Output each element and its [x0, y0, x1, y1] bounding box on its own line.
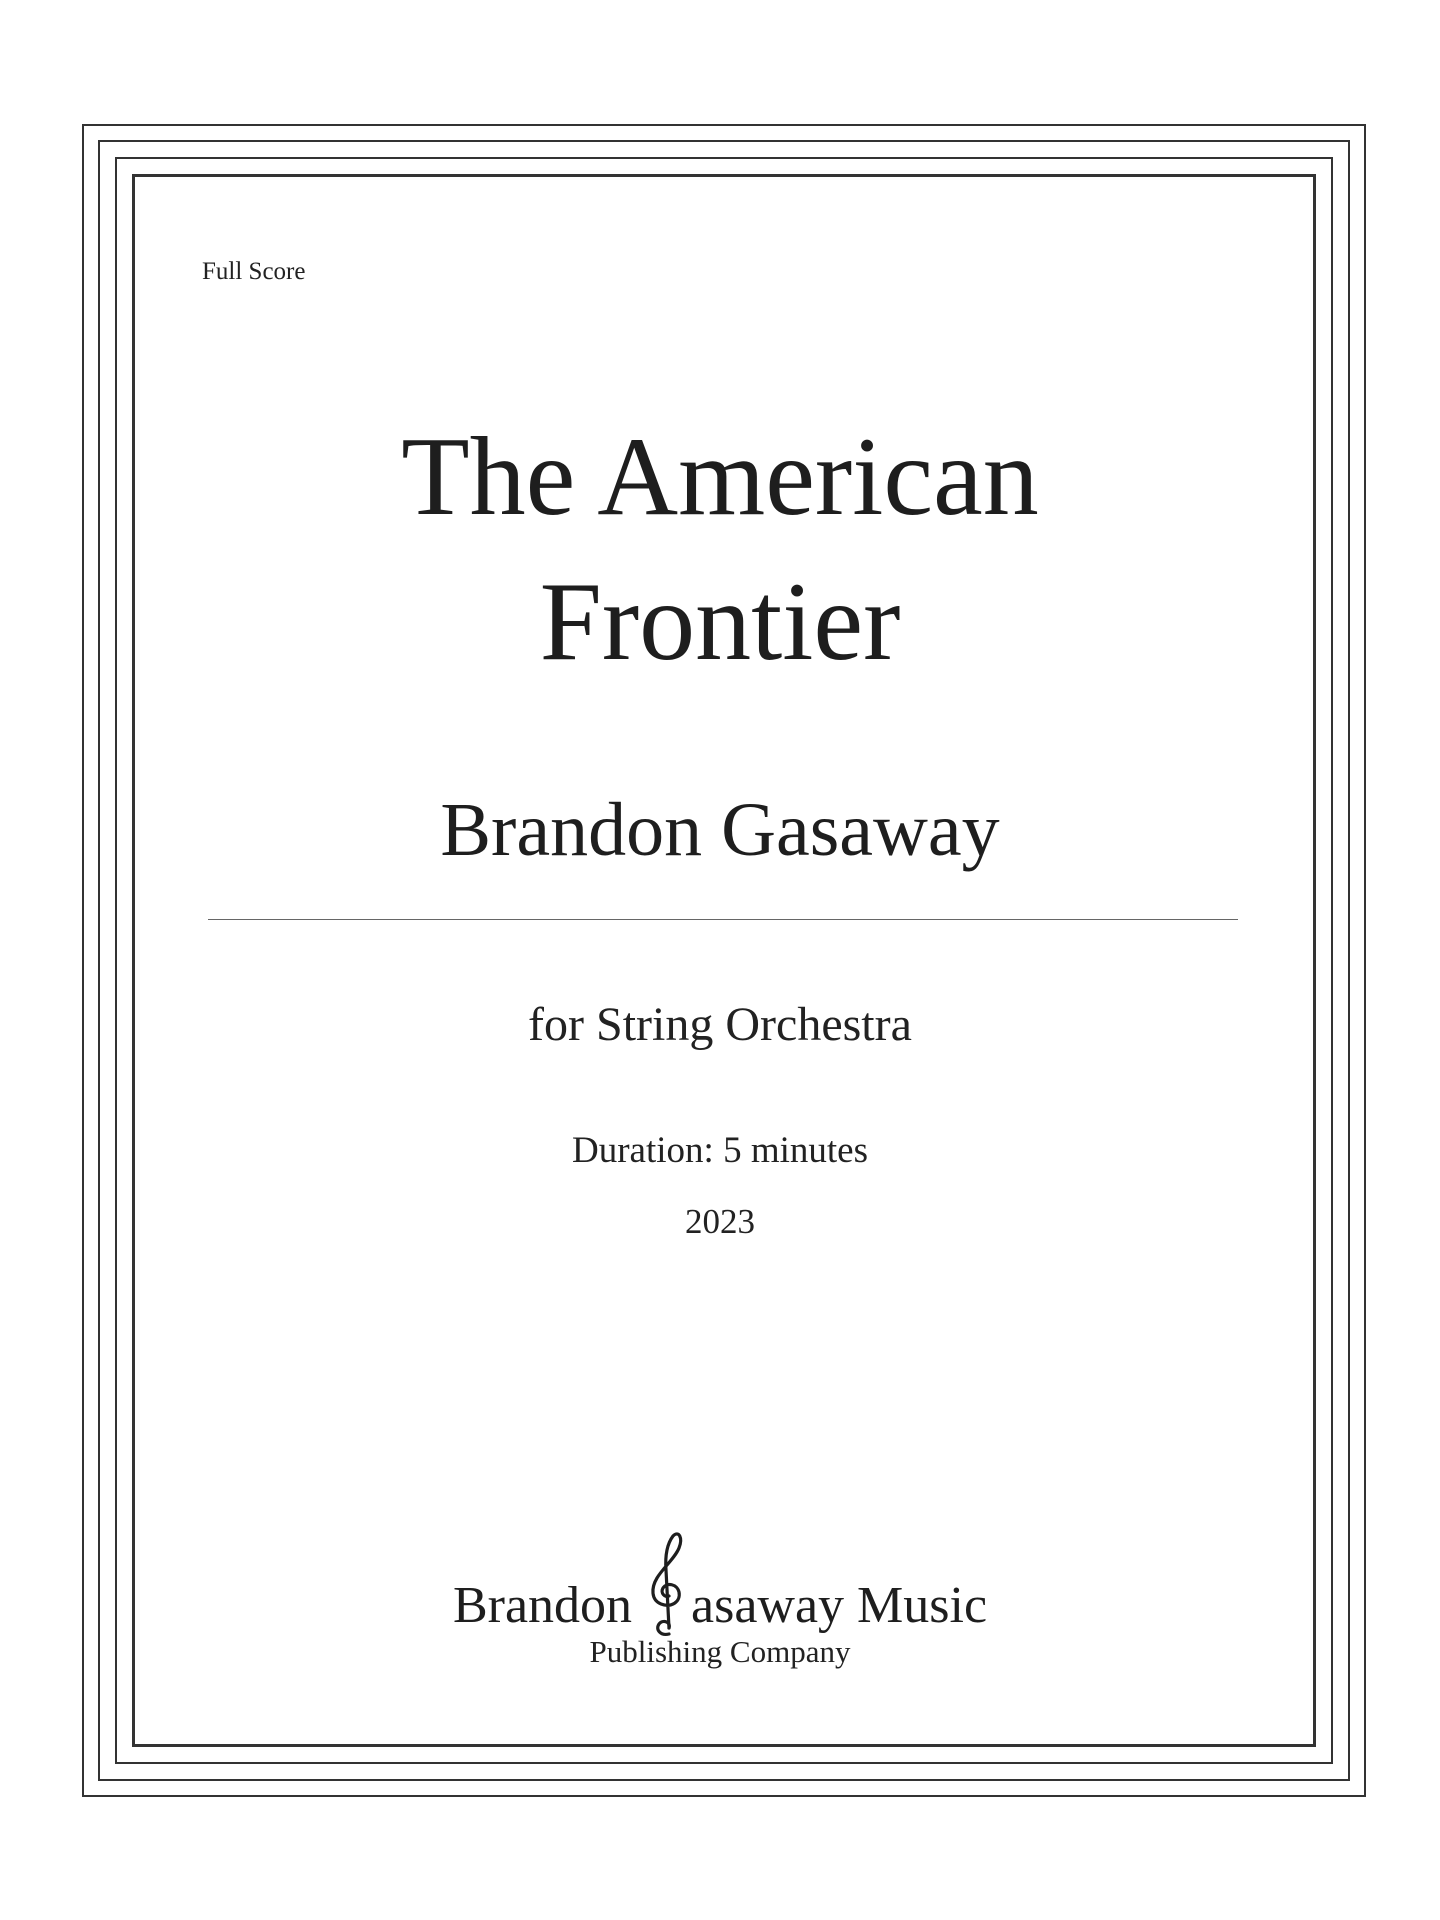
title-divider — [208, 919, 1238, 920]
publisher-wordmark — [453, 1530, 987, 1641]
duration: Duration: 5 minutes — [572, 1130, 868, 1171]
composer-name: Brandon Gasaway — [440, 788, 1000, 872]
title-line-1: The American — [401, 415, 1039, 539]
instrumentation: for String Orchestra — [528, 998, 912, 1051]
g-clef-icon — [645, 1530, 689, 1640]
page-title — [0, 405, 1440, 695]
year: 2023 — [685, 1202, 755, 1241]
publisher-subtitle: Publishing Company — [589, 1634, 851, 1669]
score-type-label: Full Score — [202, 258, 306, 285]
publisher-name-part-1: Brandon — [452, 1577, 633, 1634]
publisher-name-part-2: asaway Music — [691, 1577, 988, 1634]
publisher-logo — [0, 1530, 1440, 1641]
title-line-2: Frontier — [539, 560, 901, 684]
